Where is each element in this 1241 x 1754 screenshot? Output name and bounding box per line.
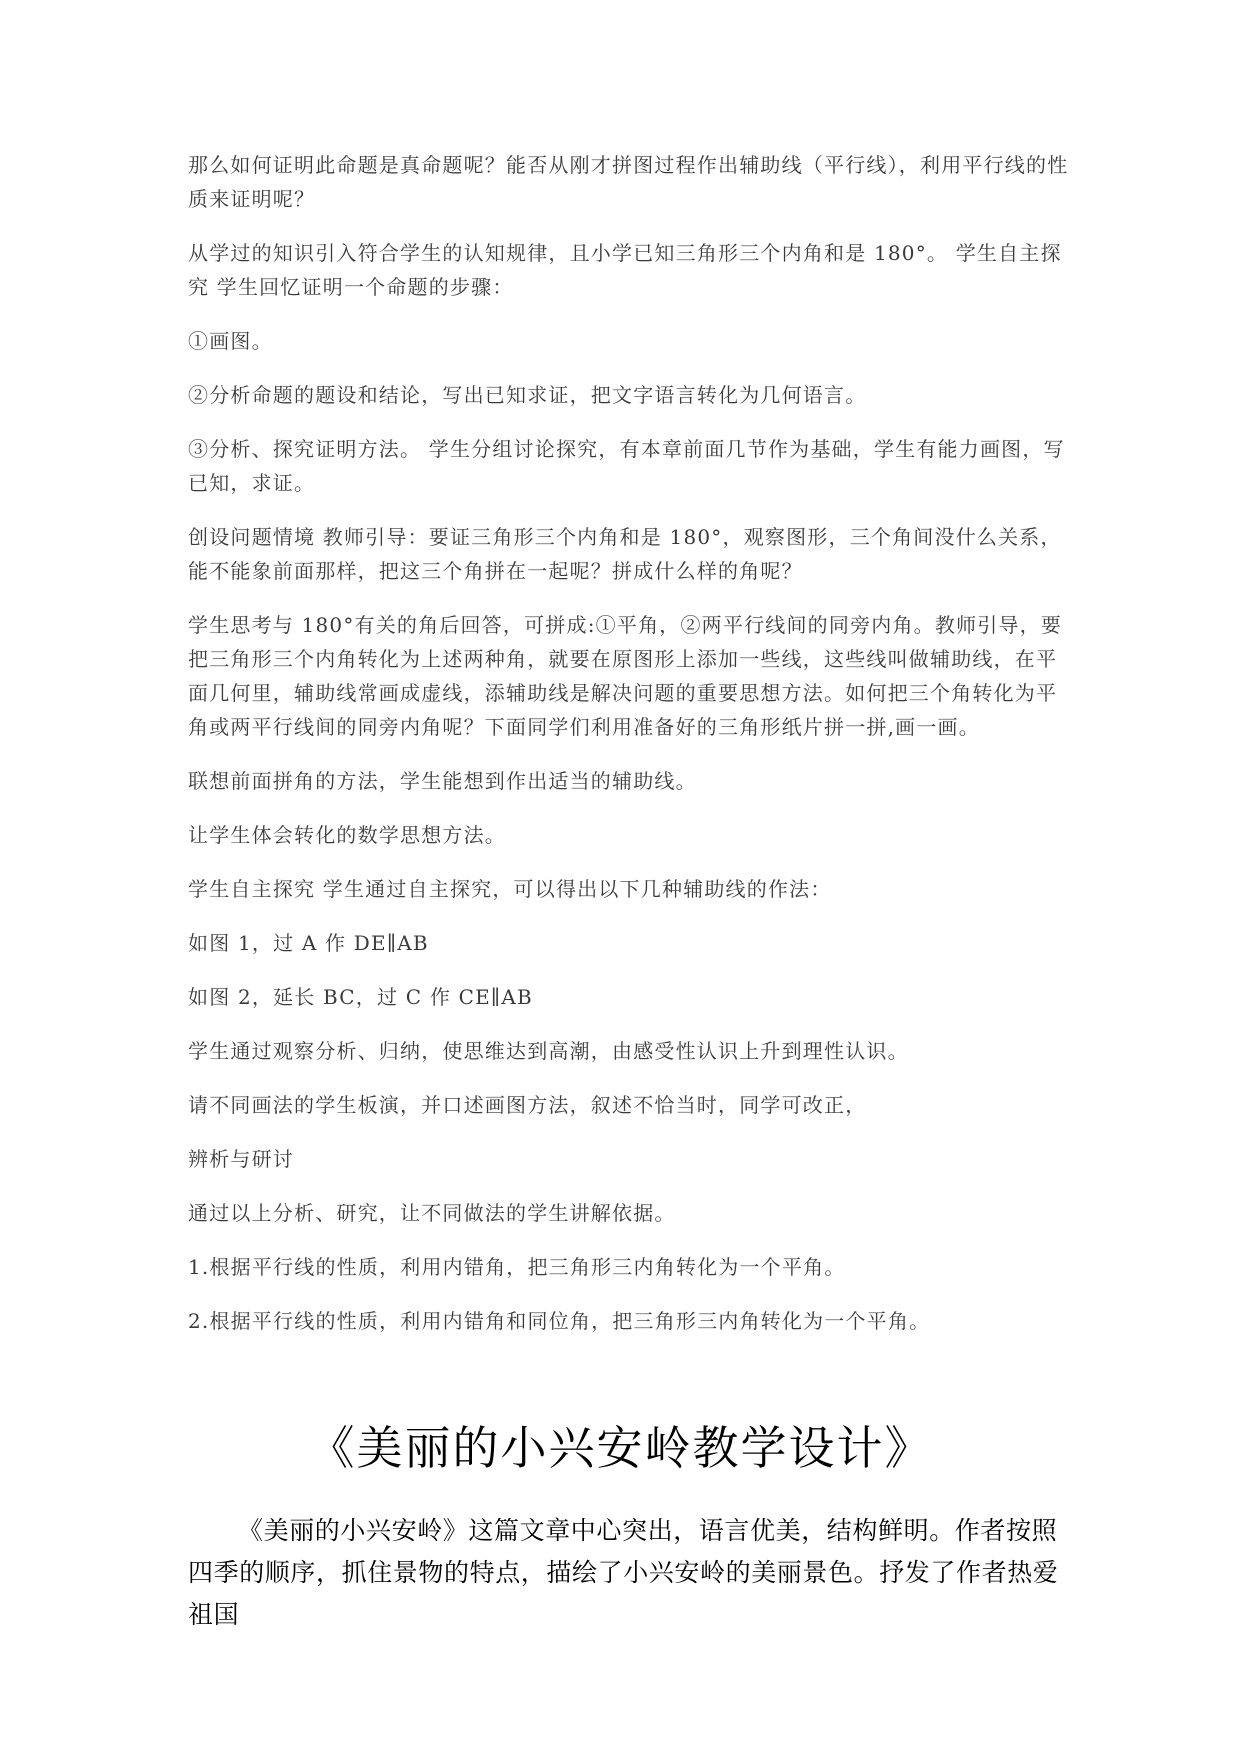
numbered-point: 2.根据平行线的性质，利用内错角和同位角，把三角形三内角转化为一个平角。 [188,1309,931,1333]
paragraph: 从学过的知识引入符合学生的认知规律，且小学已知三角形三个内角和是 180°。 学生自主探究 学生回忆证明一个命题的步骤： [188,241,1062,299]
paragraph: 请不同画法的学生板演，并口述画图方法，叙述不恰当时，同学可改正， [188,1093,867,1117]
paragraph: 学生通过观察分析、归纳，使思维达到高潮，由感受性认识上升到理性认识。 [188,1039,909,1063]
paragraph: 如图 1，过 A 作 DE∥AB [188,931,429,955]
paragraph: 通过以上分析、研究，让不同做法的学生讲解依据。 [188,1201,676,1225]
numbered-point: 1.根据平行线的性质，利用内错角，把三角形三内角转化为一个平角。 [188,1255,846,1279]
paragraph: ①画图。 [188,329,273,353]
paragraph: 联想前面拼角的方法，学生能想到作出适当的辅助线。 [188,769,697,793]
paragraph: ②分析命题的题设和结论，写出已知求证，把文字语言转化为几何语言。 [188,383,867,407]
paragraph: 学生思考与 180°有关的角后回答，可拼成:①平角，②两平行线间的同旁内角。教师引导，要把三角形三个内角转化为上述两种角，就要在原图形上添加一些线，这些线叫做辅助线，在平面几何里，辅助线常画成虚线，添辅助线是解决问题的重要思想方法。如何把三个角转化为平角或两平行线间的同旁内角呢？下面同学们利用准备好的三角形纸片拼一拼,画一画。 [188,613,1063,739]
paragraph: 学生自主探究 学生通过自主探究，可以得出以下几种辅助线的作法： [188,877,832,901]
paragraph: 那么如何证明此命题是真命题呢？能否从刚才拼图过程作出辅助线（平行线），利用平行线的性质来证明呢？ [188,153,1069,211]
paragraph: 创设问题情境 教师引导：要证三角形三个内角和是 180°，观察图形，三个角间没什么关系，能不能象前面那样，把这三个角拼在一起呢？拼成什么样的角呢？ [188,525,1062,583]
intro-paragraph: 《美丽的小兴安岭》这篇文章中心突出，语言优美，结构鲜明。作者按照四季的顺序，抓住景物的特点，描绘了小兴安岭的美丽景色。抒发了作者热爱祖国 [188,1516,1059,1629]
paragraph: 如图 2，延长 BC，过 C 作 CE∥AB [188,985,533,1009]
paragraph: 让学生体会转化的数学思想方法。 [188,823,506,847]
paragraph: ③分析、探究证明方法。 学生分组讨论探究，有本章前面几节作为基础，学生有能力画图，写已知，求证。 [188,437,1065,495]
document-title: 《美丽的小兴安岭教学设计》 [308,1421,933,1475]
lesson-body [188,148,1078,1338]
section-heading: 辨析与研讨 [188,1147,294,1171]
